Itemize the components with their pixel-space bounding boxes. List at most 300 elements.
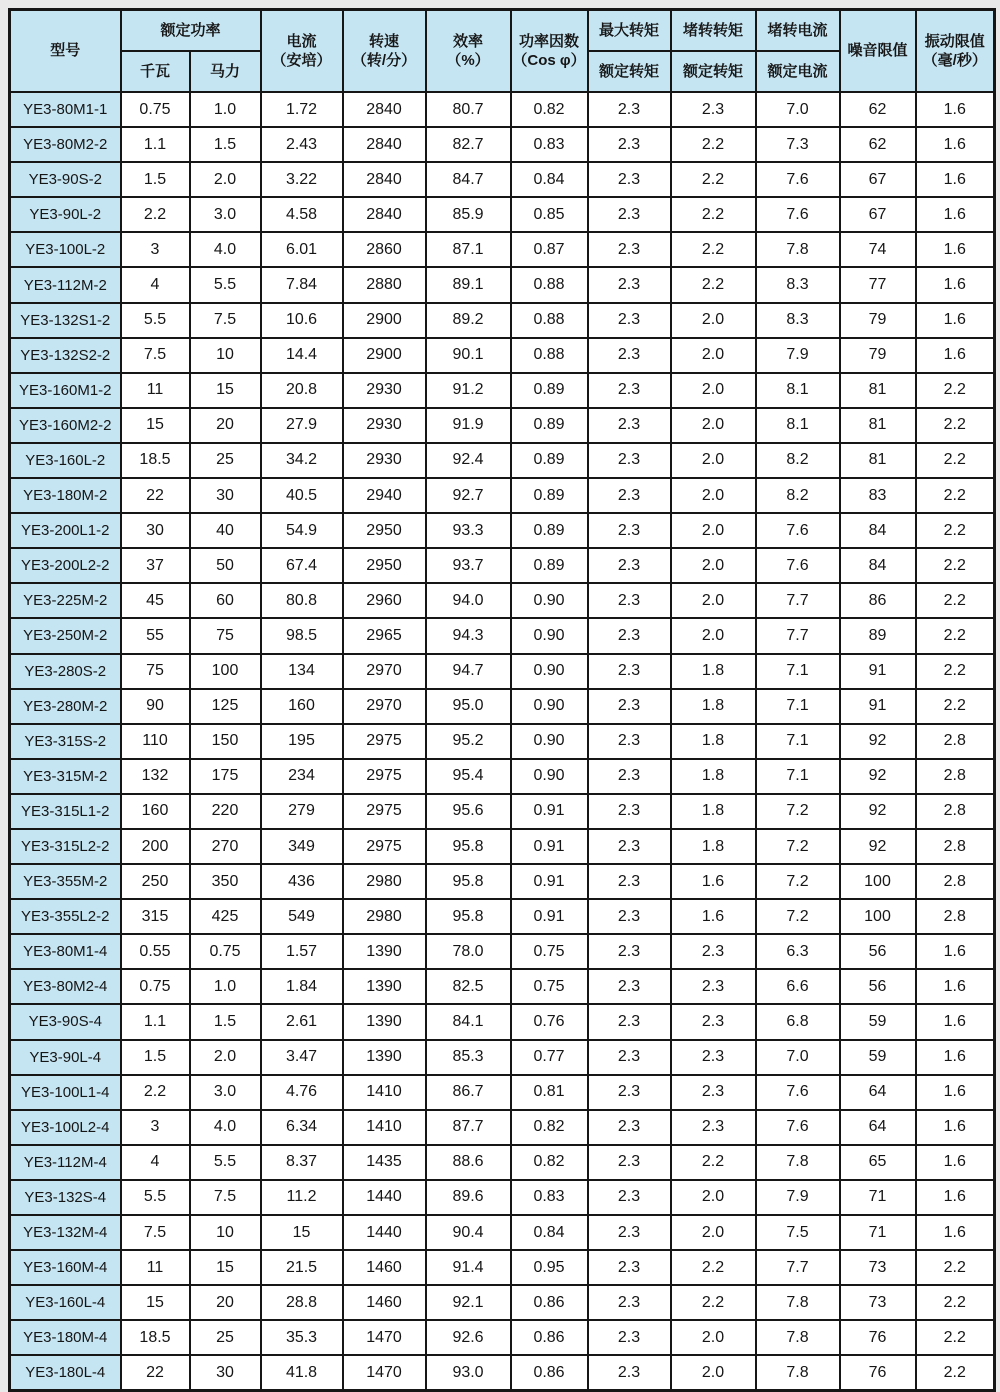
header-efficiency-line1: 效率: [453, 32, 484, 50]
table-row: [10, 1215, 995, 1250]
header-current: [261, 10, 343, 93]
cell-locked-torque-ratio: 2.3: [671, 1004, 756, 1039]
cell-current-a: 234: [261, 759, 343, 794]
table-row: [10, 1110, 995, 1145]
cell-locked-current-ratio: 6.3: [756, 934, 840, 969]
cell-noise-limit: 100: [840, 864, 916, 899]
cell-speed-rpm: 1440: [343, 1215, 426, 1250]
cell-locked-current-ratio: 8.2: [756, 443, 840, 478]
cell-locked-current-ratio: 7.2: [756, 794, 840, 829]
table-row: [10, 724, 995, 759]
cell-speed-rpm: 2950: [343, 513, 426, 548]
cell-efficiency-pct: 92.4: [426, 443, 511, 478]
table-row: [10, 338, 995, 373]
cell-efficiency-pct: 82.7: [426, 127, 511, 162]
cell-speed-rpm: 2940: [343, 478, 426, 513]
cell-efficiency-pct: 85.3: [426, 1040, 511, 1075]
cell-locked-torque-ratio: 2.0: [671, 1320, 756, 1355]
cell-power-factor: 0.84: [511, 1215, 588, 1250]
cell-efficiency-pct: 93.3: [426, 513, 511, 548]
cell-kw: 4: [121, 267, 190, 302]
cell-kw: 11: [121, 1250, 190, 1285]
cell-locked-current-ratio: 7.2: [756, 899, 840, 934]
cell-efficiency-pct: 91.9: [426, 408, 511, 443]
cell-kw: 0.75: [121, 969, 190, 1004]
cell-model: YE3-100L2-4: [10, 1110, 121, 1145]
cell-hp: 1.5: [190, 127, 261, 162]
cell-speed-rpm: 1460: [343, 1285, 426, 1320]
cell-locked-torque-ratio: 1.8: [671, 654, 756, 689]
cell-current-a: 41.8: [261, 1355, 343, 1391]
cell-vibration-limit: 2.8: [916, 759, 995, 794]
cell-current-a: 134: [261, 654, 343, 689]
cell-vibration-limit: 1.6: [916, 1110, 995, 1145]
cell-speed-rpm: 2975: [343, 794, 426, 829]
cell-locked-current-ratio: 7.1: [756, 689, 840, 724]
cell-locked-torque-ratio: 1.8: [671, 759, 756, 794]
cell-max-torque-ratio: 2.3: [588, 1285, 671, 1320]
cell-noise-limit: 67: [840, 162, 916, 197]
cell-max-torque-ratio: 2.3: [588, 408, 671, 443]
cell-power-factor: 0.86: [511, 1320, 588, 1355]
cell-locked-current-ratio: 8.3: [756, 303, 840, 338]
cell-speed-rpm: 2975: [343, 724, 426, 759]
cell-speed-rpm: 2880: [343, 267, 426, 302]
cell-power-factor: 0.81: [511, 1075, 588, 1110]
cell-locked-current-ratio: 7.9: [756, 1180, 840, 1215]
cell-hp: 15: [190, 373, 261, 408]
cell-efficiency-pct: 78.0: [426, 934, 511, 969]
cell-vibration-limit: 2.8: [916, 794, 995, 829]
table-row: [10, 1004, 995, 1039]
cell-current-a: 4.76: [261, 1075, 343, 1110]
motor-spec-table: [8, 8, 996, 1392]
cell-current-a: 80.8: [261, 583, 343, 618]
cell-noise-limit: 76: [840, 1320, 916, 1355]
cell-vibration-limit: 2.2: [916, 618, 995, 653]
cell-power-factor: 0.89: [511, 513, 588, 548]
cell-locked-current-ratio: 7.1: [756, 654, 840, 689]
header-vibration-line2: （毫/秒）: [922, 52, 987, 69]
table-row: [10, 618, 995, 653]
cell-efficiency-pct: 94.3: [426, 618, 511, 653]
cell-power-factor: 0.91: [511, 829, 588, 864]
cell-speed-rpm: 1435: [343, 1145, 426, 1180]
header-hp: 马力: [190, 51, 261, 92]
cell-noise-limit: 71: [840, 1180, 916, 1215]
cell-model: YE3-90L-4: [10, 1040, 121, 1075]
cell-current-a: 279: [261, 794, 343, 829]
cell-max-torque-ratio: 2.3: [588, 1040, 671, 1075]
cell-efficiency-pct: 88.6: [426, 1145, 511, 1180]
cell-max-torque-ratio: 2.3: [588, 724, 671, 759]
cell-noise-limit: 92: [840, 829, 916, 864]
cell-hp: 25: [190, 1320, 261, 1355]
cell-max-torque-ratio: 2.3: [588, 1250, 671, 1285]
cell-efficiency-pct: 90.1: [426, 338, 511, 373]
cell-max-torque-ratio: 2.3: [588, 689, 671, 724]
cell-kw: 4: [121, 1145, 190, 1180]
cell-locked-torque-ratio: 2.2: [671, 197, 756, 232]
cell-kw: 22: [121, 1355, 190, 1391]
header-max-torque-numerator: 最大转矩: [588, 10, 671, 52]
cell-hp: 100: [190, 654, 261, 689]
cell-efficiency-pct: 91.4: [426, 1250, 511, 1285]
cell-current-a: 8.37: [261, 1145, 343, 1180]
cell-current-a: 7.84: [261, 267, 343, 302]
table-row: [10, 127, 995, 162]
cell-current-a: 20.8: [261, 373, 343, 408]
cell-hp: 15: [190, 1250, 261, 1285]
cell-vibration-limit: 2.2: [916, 373, 995, 408]
cell-current-a: 10.6: [261, 303, 343, 338]
cell-vibration-limit: 2.2: [916, 1250, 995, 1285]
cell-vibration-limit: 1.6: [916, 1145, 995, 1180]
cell-efficiency-pct: 93.7: [426, 548, 511, 583]
cell-efficiency-pct: 87.7: [426, 1110, 511, 1145]
cell-efficiency-pct: 95.8: [426, 829, 511, 864]
cell-hp: 4.0: [190, 232, 261, 267]
cell-max-torque-ratio: 2.3: [588, 267, 671, 302]
cell-vibration-limit: 1.6: [916, 1180, 995, 1215]
cell-locked-torque-ratio: 2.2: [671, 1145, 756, 1180]
cell-kw: 15: [121, 1285, 190, 1320]
cell-locked-torque-ratio: 2.0: [671, 1355, 756, 1391]
cell-noise-limit: 92: [840, 794, 916, 829]
cell-max-torque-ratio: 2.3: [588, 1110, 671, 1145]
table-row: [10, 864, 995, 899]
cell-locked-torque-ratio: 2.0: [671, 618, 756, 653]
cell-locked-torque-ratio: 2.3: [671, 969, 756, 1004]
cell-locked-torque-ratio: 2.2: [671, 267, 756, 302]
cell-speed-rpm: 2970: [343, 654, 426, 689]
cell-speed-rpm: 2980: [343, 864, 426, 899]
cell-current-a: 40.5: [261, 478, 343, 513]
cell-locked-current-ratio: 7.6: [756, 1110, 840, 1145]
cell-noise-limit: 86: [840, 583, 916, 618]
cell-hp: 25: [190, 443, 261, 478]
cell-hp: 270: [190, 829, 261, 864]
cell-vibration-limit: 2.2: [916, 1285, 995, 1320]
cell-power-factor: 0.86: [511, 1355, 588, 1391]
cell-hp: 150: [190, 724, 261, 759]
cell-power-factor: 0.89: [511, 443, 588, 478]
cell-current-a: 67.4: [261, 548, 343, 583]
cell-efficiency-pct: 90.4: [426, 1215, 511, 1250]
cell-noise-limit: 65: [840, 1145, 916, 1180]
cell-vibration-limit: 2.2: [916, 548, 995, 583]
cell-hp: 50: [190, 548, 261, 583]
cell-speed-rpm: 1470: [343, 1320, 426, 1355]
cell-speed-rpm: 1390: [343, 969, 426, 1004]
cell-current-a: 27.9: [261, 408, 343, 443]
cell-max-torque-ratio: 2.3: [588, 373, 671, 408]
cell-max-torque-ratio: 2.3: [588, 548, 671, 583]
header-kw: 千瓦: [121, 51, 190, 92]
cell-max-torque-ratio: 2.3: [588, 583, 671, 618]
cell-vibration-limit: 1.6: [916, 267, 995, 302]
cell-noise-limit: 92: [840, 724, 916, 759]
cell-efficiency-pct: 94.0: [426, 583, 511, 618]
cell-speed-rpm: 2970: [343, 689, 426, 724]
cell-kw: 3: [121, 1110, 190, 1145]
cell-power-factor: 0.89: [511, 408, 588, 443]
cell-hp: 425: [190, 899, 261, 934]
table-body: [10, 92, 995, 1391]
cell-speed-rpm: 2900: [343, 303, 426, 338]
cell-power-factor: 0.90: [511, 724, 588, 759]
cell-efficiency-pct: 85.9: [426, 197, 511, 232]
table-row: [10, 1075, 995, 1110]
cell-vibration-limit: 1.6: [916, 1075, 995, 1110]
cell-model: YE3-160L-4: [10, 1285, 121, 1320]
cell-locked-current-ratio: 8.1: [756, 408, 840, 443]
cell-speed-rpm: 1390: [343, 1040, 426, 1075]
table-row: [10, 443, 995, 478]
table-row: [10, 162, 995, 197]
cell-locked-torque-ratio: 2.2: [671, 1285, 756, 1320]
cell-vibration-limit: 2.2: [916, 654, 995, 689]
cell-max-torque-ratio: 2.3: [588, 127, 671, 162]
cell-power-factor: 0.90: [511, 689, 588, 724]
cell-max-torque-ratio: 2.3: [588, 443, 671, 478]
cell-efficiency-pct: 94.7: [426, 654, 511, 689]
cell-hp: 0.75: [190, 934, 261, 969]
cell-locked-current-ratio: 7.0: [756, 92, 840, 127]
header-efficiency-line2: （%）: [446, 52, 490, 69]
header-noise-limit: 噪音限值: [840, 10, 916, 93]
cell-efficiency-pct: 93.0: [426, 1355, 511, 1391]
cell-efficiency-pct: 89.1: [426, 267, 511, 302]
header-current-line1: 电流: [286, 32, 317, 50]
cell-speed-rpm: 2950: [343, 548, 426, 583]
cell-locked-torque-ratio: 2.2: [671, 232, 756, 267]
cell-kw: 7.5: [121, 338, 190, 373]
cell-kw: 3: [121, 232, 190, 267]
cell-hp: 7.5: [190, 1180, 261, 1215]
cell-max-torque-ratio: 2.3: [588, 1145, 671, 1180]
cell-efficiency-pct: 80.7: [426, 92, 511, 127]
cell-speed-rpm: 1440: [343, 1180, 426, 1215]
header-row-top: [10, 10, 995, 52]
cell-noise-limit: 89: [840, 618, 916, 653]
cell-kw: 160: [121, 794, 190, 829]
cell-speed-rpm: 2960: [343, 583, 426, 618]
cell-max-torque-ratio: 2.3: [588, 1180, 671, 1215]
cell-current-a: 436: [261, 864, 343, 899]
cell-model: YE3-180M-4: [10, 1320, 121, 1355]
table-row: [10, 92, 995, 127]
header-power-factor: [511, 10, 588, 93]
cell-power-factor: 0.76: [511, 1004, 588, 1039]
cell-speed-rpm: 1410: [343, 1110, 426, 1145]
header-current-line2: （安培）: [271, 52, 332, 69]
cell-max-torque-ratio: 2.3: [588, 1215, 671, 1250]
cell-power-factor: 0.83: [511, 127, 588, 162]
cell-speed-rpm: 2980: [343, 899, 426, 934]
cell-kw: 1.1: [121, 127, 190, 162]
cell-locked-torque-ratio: 2.3: [671, 934, 756, 969]
cell-locked-current-ratio: 7.7: [756, 1250, 840, 1285]
cell-model: YE3-160M1-2: [10, 373, 121, 408]
cell-current-a: 28.8: [261, 1285, 343, 1320]
cell-kw: 11: [121, 373, 190, 408]
cell-max-torque-ratio: 2.3: [588, 162, 671, 197]
cell-current-a: 160: [261, 689, 343, 724]
cell-hp: 30: [190, 478, 261, 513]
cell-noise-limit: 79: [840, 338, 916, 373]
cell-current-a: 6.34: [261, 1110, 343, 1145]
cell-model: YE3-160L-2: [10, 443, 121, 478]
cell-hp: 20: [190, 408, 261, 443]
cell-noise-limit: 76: [840, 1355, 916, 1391]
cell-model: YE3-225M-2: [10, 583, 121, 618]
cell-vibration-limit: 2.2: [916, 478, 995, 513]
table-row: [10, 899, 995, 934]
cell-max-torque-ratio: 2.3: [588, 829, 671, 864]
table-row: [10, 478, 995, 513]
cell-speed-rpm: 2900: [343, 338, 426, 373]
cell-power-factor: 0.89: [511, 548, 588, 583]
cell-current-a: 35.3: [261, 1320, 343, 1355]
header-rated-power: 额定功率: [121, 10, 261, 52]
cell-power-factor: 0.91: [511, 864, 588, 899]
cell-hp: 30: [190, 1355, 261, 1391]
table-row: [10, 267, 995, 302]
table-row: [10, 689, 995, 724]
table-row: [10, 303, 995, 338]
header-speed-line1: 转速: [369, 32, 400, 50]
header-power-factor-line1: 功率因数: [519, 32, 580, 50]
cell-max-torque-ratio: 2.3: [588, 654, 671, 689]
cell-kw: 5.5: [121, 303, 190, 338]
cell-locked-current-ratio: 8.2: [756, 478, 840, 513]
cell-hp: 60: [190, 583, 261, 618]
cell-hp: 10: [190, 1215, 261, 1250]
cell-max-torque-ratio: 2.3: [588, 1004, 671, 1039]
table-row: [10, 1145, 995, 1180]
table-row: [10, 654, 995, 689]
table-header: [10, 10, 995, 93]
cell-current-a: 15: [261, 1215, 343, 1250]
cell-speed-rpm: 2860: [343, 232, 426, 267]
cell-model: YE3-200L1-2: [10, 513, 121, 548]
header-locked-current-denominator: 额定电流: [756, 51, 840, 92]
cell-locked-current-ratio: 7.6: [756, 513, 840, 548]
cell-power-factor: 0.86: [511, 1285, 588, 1320]
cell-hp: 125: [190, 689, 261, 724]
cell-model: YE3-100L1-4: [10, 1075, 121, 1110]
cell-power-factor: 0.82: [511, 1110, 588, 1145]
cell-vibration-limit: 2.2: [916, 443, 995, 478]
cell-locked-current-ratio: 7.8: [756, 1285, 840, 1320]
cell-current-a: 1.57: [261, 934, 343, 969]
cell-kw: 1.1: [121, 1004, 190, 1039]
cell-power-factor: 0.88: [511, 267, 588, 302]
cell-vibration-limit: 2.2: [916, 513, 995, 548]
cell-efficiency-pct: 89.6: [426, 1180, 511, 1215]
cell-efficiency-pct: 95.8: [426, 864, 511, 899]
cell-model: YE3-355M-2: [10, 864, 121, 899]
cell-noise-limit: 59: [840, 1040, 916, 1075]
cell-hp: 1.0: [190, 969, 261, 1004]
cell-kw: 250: [121, 864, 190, 899]
cell-locked-torque-ratio: 1.6: [671, 899, 756, 934]
cell-locked-torque-ratio: 2.0: [671, 373, 756, 408]
cell-hp: 5.5: [190, 1145, 261, 1180]
cell-kw: 55: [121, 618, 190, 653]
cell-power-factor: 0.83: [511, 1180, 588, 1215]
cell-max-torque-ratio: 2.3: [588, 232, 671, 267]
cell-speed-rpm: 1390: [343, 1004, 426, 1039]
cell-locked-current-ratio: 7.6: [756, 197, 840, 232]
cell-locked-current-ratio: 7.7: [756, 618, 840, 653]
cell-vibration-limit: 1.6: [916, 303, 995, 338]
cell-noise-limit: 74: [840, 232, 916, 267]
cell-efficiency-pct: 95.2: [426, 724, 511, 759]
cell-speed-rpm: 2975: [343, 829, 426, 864]
cell-noise-limit: 81: [840, 443, 916, 478]
cell-efficiency-pct: 84.7: [426, 162, 511, 197]
cell-vibration-limit: 1.6: [916, 197, 995, 232]
cell-current-a: 1.84: [261, 969, 343, 1004]
cell-model: YE3-132S-4: [10, 1180, 121, 1215]
cell-locked-current-ratio: 7.6: [756, 1075, 840, 1110]
cell-hp: 1.0: [190, 92, 261, 127]
cell-locked-current-ratio: 7.2: [756, 864, 840, 899]
cell-locked-torque-ratio: 2.2: [671, 162, 756, 197]
cell-power-factor: 0.90: [511, 759, 588, 794]
cell-speed-rpm: 1470: [343, 1355, 426, 1391]
header-locked-current-numerator: 堵转电流: [756, 10, 840, 52]
table-row: [10, 1320, 995, 1355]
cell-vibration-limit: 1.6: [916, 1004, 995, 1039]
cell-locked-torque-ratio: 1.8: [671, 829, 756, 864]
cell-model: YE3-280S-2: [10, 654, 121, 689]
cell-noise-limit: 56: [840, 934, 916, 969]
cell-max-torque-ratio: 2.3: [588, 759, 671, 794]
cell-locked-torque-ratio: 1.8: [671, 724, 756, 759]
cell-locked-current-ratio: 7.8: [756, 1145, 840, 1180]
cell-current-a: 549: [261, 899, 343, 934]
cell-max-torque-ratio: 2.3: [588, 864, 671, 899]
cell-current-a: 54.9: [261, 513, 343, 548]
cell-efficiency-pct: 92.6: [426, 1320, 511, 1355]
cell-model: YE3-112M-4: [10, 1145, 121, 1180]
cell-vibration-limit: 2.2: [916, 1355, 995, 1391]
table-row: [10, 583, 995, 618]
cell-model: YE3-250M-2: [10, 618, 121, 653]
cell-speed-rpm: 1460: [343, 1250, 426, 1285]
cell-kw: 30: [121, 513, 190, 548]
cell-power-factor: 0.90: [511, 618, 588, 653]
cell-efficiency-pct: 95.8: [426, 899, 511, 934]
header-model: 型号: [10, 10, 121, 93]
cell-vibration-limit: 1.6: [916, 934, 995, 969]
cell-hp: 2.0: [190, 1040, 261, 1075]
cell-locked-torque-ratio: 1.8: [671, 689, 756, 724]
cell-model: YE3-132S1-2: [10, 303, 121, 338]
cell-noise-limit: 84: [840, 548, 916, 583]
cell-noise-limit: 73: [840, 1250, 916, 1285]
cell-model: YE3-90S-2: [10, 162, 121, 197]
cell-vibration-limit: 2.2: [916, 1320, 995, 1355]
cell-efficiency-pct: 92.1: [426, 1285, 511, 1320]
cell-model: YE3-315L1-2: [10, 794, 121, 829]
cell-max-torque-ratio: 2.3: [588, 478, 671, 513]
cell-current-a: 195: [261, 724, 343, 759]
table-row: [10, 197, 995, 232]
